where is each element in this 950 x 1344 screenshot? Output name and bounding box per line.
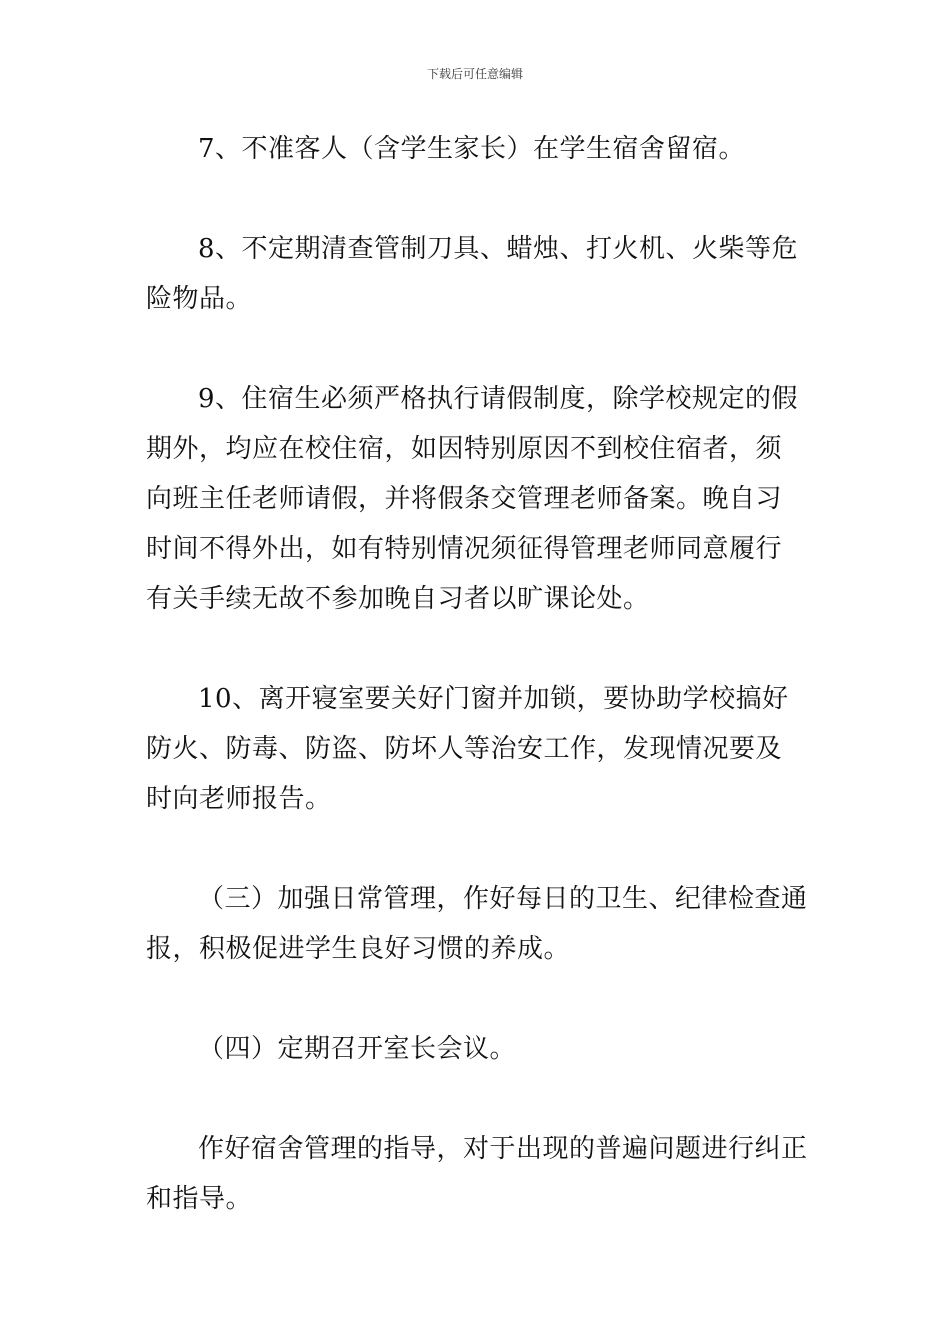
paragraph-section-4 — [146, 1024, 808, 1074]
paragraph-text: 7、不准客人（含学生家长）在学生宿舍留宿。 — [198, 134, 746, 164]
paragraph-text: 8、不定期清查管制刀具、蜡烛、打火机、火柴等危险物品。 — [146, 234, 799, 314]
paragraph-rule-7 — [146, 124, 808, 174]
paragraph-text: 作好宿舍管理的指导，对于出现的普遍问题进行纠正和指导。 — [146, 1134, 808, 1214]
paragraph-guidance — [146, 1124, 808, 1224]
page-header: 下载后可任意编辑 — [426, 67, 523, 81]
paragraph-text: 10、离开寝室要关好门窗并加锁，要协助学校搞好防火、防毒、防盗、防坏人等治安工作，发现情况要及时向老师报告。 — [146, 684, 789, 814]
paragraph-section-3 — [146, 874, 808, 974]
paragraph-rule-10 — [146, 674, 808, 824]
paragraph-text: 9、住宿生必须严格执行请假制度，除学校规定的假期外，均应在校住宿，如因特别原因不到校住宿者，须向班主任老师请假，并将假条交管理老师备案。晚自习时间不得外出，如有特别情况须征得管理老师同意履行有关手续无故不参加晚自习者以旷课论处。 — [146, 384, 799, 614]
paragraph-rule-8 — [146, 224, 808, 324]
paragraph-rule-9 — [146, 374, 808, 624]
paragraph-text: （三）加强日常管理，作好每日的卫生、纪律检查通报，积极促进学生良好习惯的养成。 — [146, 884, 808, 964]
paragraph-text: （四）定期召开室长会议。 — [198, 1034, 517, 1064]
